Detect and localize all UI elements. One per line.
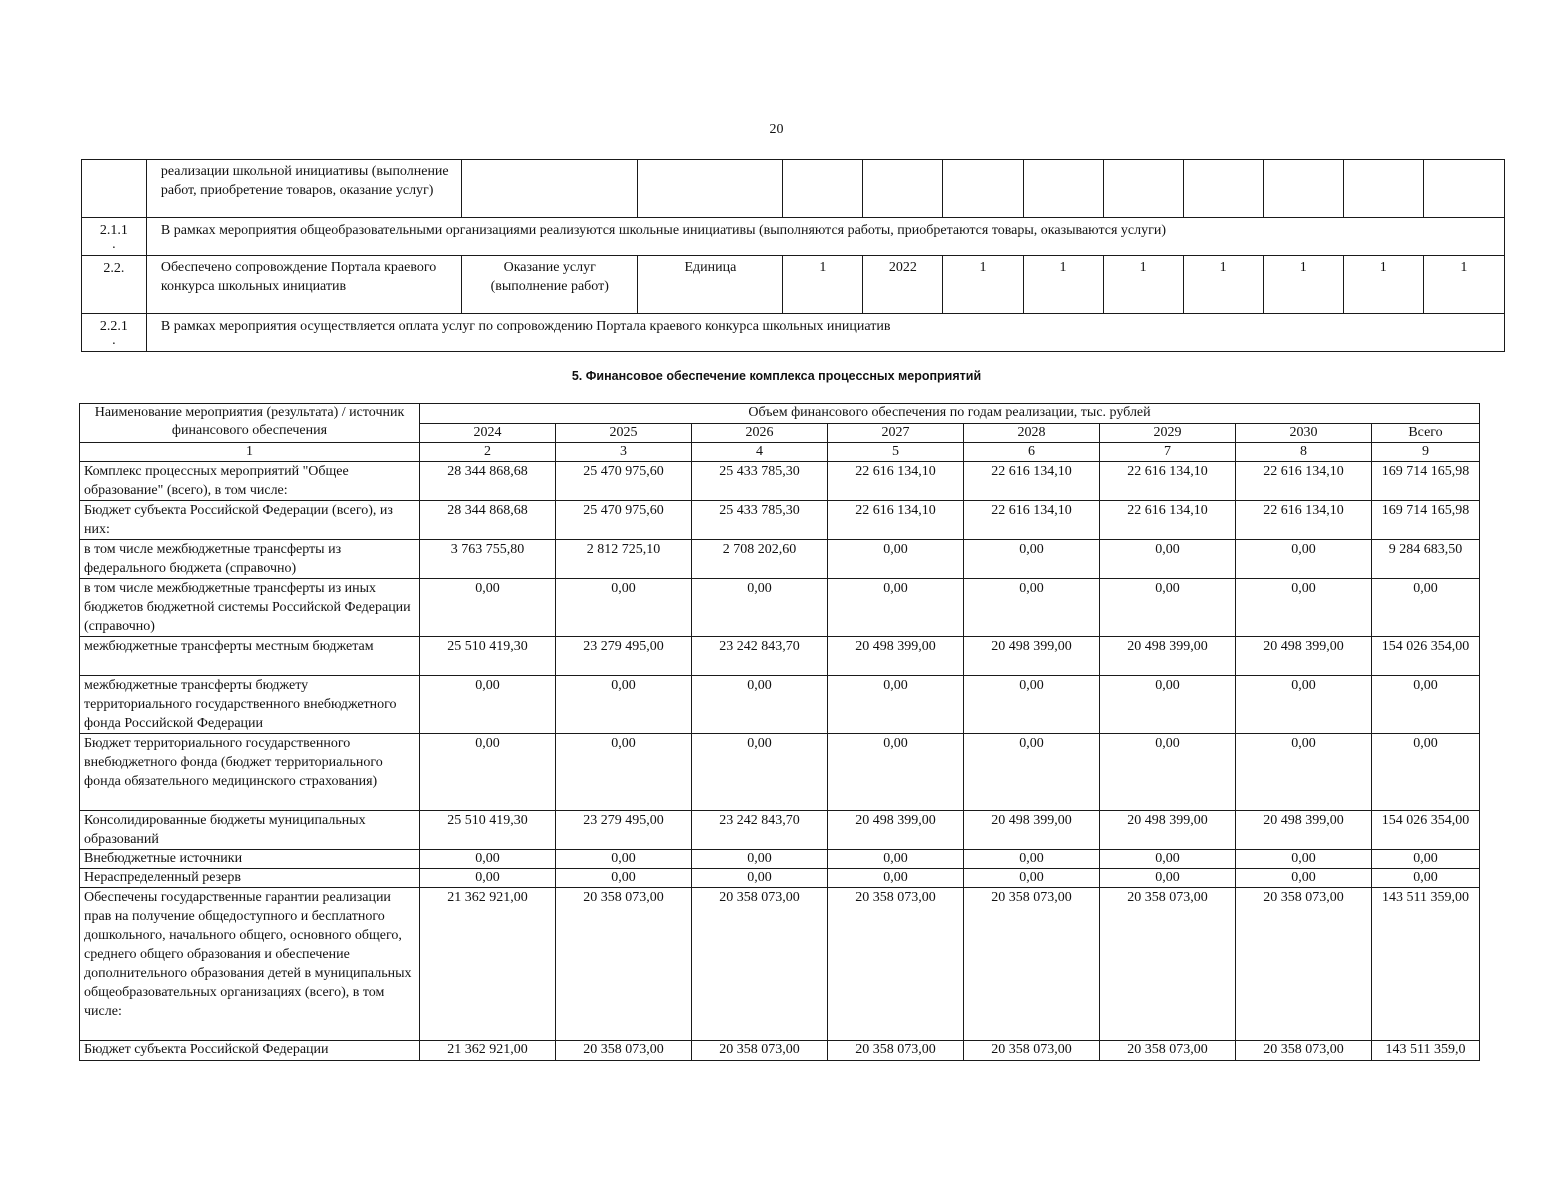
year-value: 0,00	[1100, 734, 1236, 811]
year-value: 0,00	[1236, 869, 1372, 888]
year-value: 0,00	[420, 850, 556, 869]
col-number: 9	[1372, 443, 1480, 462]
table-row	[80, 811, 1480, 850]
table-row	[80, 1041, 1480, 1061]
source-name: межбюджетные трансферты бюджету территориального государственного внебюджетного фонда Российской Федерации	[80, 676, 420, 734]
finance-table	[79, 403, 1480, 1061]
year-value: 0,00	[1236, 676, 1372, 734]
year-value: 1	[1263, 256, 1343, 314]
year-value: 20 358 073,00	[828, 1041, 964, 1061]
year-value: 0,00	[692, 676, 828, 734]
year-value: 0,00	[964, 734, 1100, 811]
table-row	[80, 540, 1480, 579]
year-value: 0,00	[692, 850, 828, 869]
row-description: В рамках мероприятия общеобразовательными организациями реализуются школьные инициативы (выполняются работы, приобретаются товары, оказываются услуги)	[146, 218, 1504, 256]
year-value: 21 362 921,00	[420, 888, 556, 1041]
year-value: 0,00	[964, 850, 1100, 869]
year-value: 0,00	[556, 869, 692, 888]
year-value: 20 358 073,00	[1236, 888, 1372, 1041]
year-value: 3 763 755,80	[420, 540, 556, 579]
year-value: 25 470 975,60	[556, 462, 692, 501]
year-value: 2 812 725,10	[556, 540, 692, 579]
header-year: 2025	[556, 424, 692, 443]
year-value: 0,00	[828, 869, 964, 888]
year-value: 0,00	[964, 540, 1100, 579]
year-value: 20 358 073,00	[1100, 888, 1236, 1041]
year-value: 22 616 134,10	[1236, 462, 1372, 501]
table-row	[82, 256, 1505, 314]
total-value: 143 511 359,0	[1372, 1041, 1480, 1061]
year-value: 2 708 202,60	[692, 540, 828, 579]
total-value: 0,00	[1372, 869, 1480, 888]
header-year: 2024	[420, 424, 556, 443]
year-value: 25 433 785,30	[692, 462, 828, 501]
year-value: 0,00	[828, 850, 964, 869]
year-value: 1	[1023, 256, 1103, 314]
year-value: 0,00	[828, 579, 964, 637]
year-value: 0,00	[556, 676, 692, 734]
year-value: 22 616 134,10	[828, 462, 964, 501]
year-value: 20 498 399,00	[828, 637, 964, 676]
year-value: 23 279 495,00	[556, 637, 692, 676]
header-row	[80, 404, 1480, 424]
year-value: 0,00	[1100, 869, 1236, 888]
year-value: 20 358 073,00	[556, 1041, 692, 1061]
base-value: 1	[783, 256, 863, 314]
header-year: 2026	[692, 424, 828, 443]
page-number: 20	[769, 122, 784, 137]
table-row	[82, 314, 1505, 352]
year-value: 25 433 785,30	[692, 501, 828, 540]
year-value: 1	[1103, 256, 1183, 314]
total-value: 0,00	[1372, 734, 1480, 811]
year-value: 20 498 399,00	[964, 811, 1100, 850]
year-value: 0,00	[964, 869, 1100, 888]
year-value: 20 358 073,00	[828, 888, 964, 1041]
source-name: Обеспечены государственные гарантии реализации прав на получение общедоступного и бесплатного дошкольного, начального общего, основного общего, среднего общего образования и обеспечение дополнительного образования детей в муниципальных общеобразовательных организациях (всего), в том числе:	[80, 888, 420, 1041]
table-row	[80, 676, 1480, 734]
year-value: 20 358 073,00	[1100, 1041, 1236, 1061]
header-year: 2029	[1100, 424, 1236, 443]
total-value: 143 511 359,00	[1372, 888, 1480, 1041]
total-value: 9 284 683,50	[1372, 540, 1480, 579]
year-value: 1	[943, 256, 1023, 314]
year-value: 0,00	[1100, 540, 1236, 579]
table-row	[80, 637, 1480, 676]
year-value: 20 498 399,00	[1236, 637, 1372, 676]
total-value: 154 026 354,00	[1372, 811, 1480, 850]
table-row	[80, 501, 1480, 540]
year-value: 0,00	[1100, 850, 1236, 869]
year-value: 0,00	[1100, 579, 1236, 637]
source-name: Бюджет субъекта Российской Федерации	[80, 1041, 420, 1061]
year-value: 0,00	[420, 676, 556, 734]
year-value: 22 616 134,10	[1100, 501, 1236, 540]
total-value: 154 026 354,00	[1372, 637, 1480, 676]
year-value: 20 358 073,00	[556, 888, 692, 1041]
year-value: 0,00	[1236, 579, 1372, 637]
year-value: 25 510 419,30	[420, 811, 556, 850]
year-value: 0,00	[420, 734, 556, 811]
col-number: 1	[80, 443, 420, 462]
col-number: 2	[420, 443, 556, 462]
header-year: 2030	[1236, 424, 1372, 443]
year-value: 0,00	[420, 579, 556, 637]
activity-unit: Единица	[638, 256, 783, 314]
column-numbers-row	[80, 443, 1480, 462]
table-row	[80, 734, 1480, 811]
year-value: 20 358 073,00	[964, 1041, 1100, 1061]
activities-table	[81, 159, 1505, 352]
table-row	[80, 462, 1480, 501]
year-value: 22 616 134,10	[964, 462, 1100, 501]
year-value: 0,00	[1236, 734, 1372, 811]
source-name: в том числе межбюджетные трансферты из федерального бюджета (справочно)	[80, 540, 420, 579]
year-value: 1	[1183, 256, 1263, 314]
year-value: 20 498 399,00	[1100, 637, 1236, 676]
year-value: 0,00	[692, 734, 828, 811]
continuation-row	[82, 160, 1505, 218]
total-value: 169 714 165,98	[1372, 501, 1480, 540]
year-value: 20 498 399,00	[828, 811, 964, 850]
table-row	[82, 218, 1505, 256]
source-name: Нераспределенный резерв	[80, 869, 420, 888]
year-value: 23 279 495,00	[556, 811, 692, 850]
table-row	[80, 579, 1480, 637]
header-total: Всего	[1372, 424, 1480, 443]
table-row	[80, 850, 1480, 869]
col-number: 3	[556, 443, 692, 462]
year-value: 0,00	[556, 734, 692, 811]
total-value: 0,00	[1372, 676, 1480, 734]
activity-name: Обеспечено сопровождение Портала краевого конкурса школьных инициатив	[146, 256, 461, 314]
year-value: 20 358 073,00	[692, 1041, 828, 1061]
row-number: 2.2.1 .	[82, 314, 147, 352]
row-number: 2.2.	[82, 256, 147, 314]
year-value: 23 242 843,70	[692, 811, 828, 850]
year-value: 0,00	[556, 579, 692, 637]
year-value: 20 358 073,00	[692, 888, 828, 1041]
year-value: 22 616 134,10	[828, 501, 964, 540]
year-value: 0,00	[420, 869, 556, 888]
year-value: 1	[1423, 256, 1504, 314]
year-value: 25 470 975,60	[556, 501, 692, 540]
year-value: 0,00	[828, 676, 964, 734]
year-value: 0,00	[828, 540, 964, 579]
year-value: 20 498 399,00	[964, 637, 1100, 676]
year-value: 20 358 073,00	[964, 888, 1100, 1041]
year-value: 25 510 419,30	[420, 637, 556, 676]
year-value: 0,00	[1236, 850, 1372, 869]
row-number: 2.1.1 .	[82, 218, 147, 256]
year-value: 0,00	[828, 734, 964, 811]
year-value: 0,00	[556, 850, 692, 869]
activity-type: Оказание услуг (выполнение работ)	[462, 256, 638, 314]
source-name: межбюджетные трансферты местным бюджетам	[80, 637, 420, 676]
total-value: 169 714 165,98	[1372, 462, 1480, 501]
col-number: 7	[1100, 443, 1236, 462]
year-value: 22 616 134,10	[1236, 501, 1372, 540]
header-year: 2028	[964, 424, 1100, 443]
cell-empty	[82, 160, 147, 218]
finance-body	[80, 462, 1480, 1061]
year-value: 20 358 073,00	[1236, 1041, 1372, 1061]
source-name: в том числе межбюджетные трансферты из иных бюджетов бюджетной системы Российской Федерации (справочно)	[80, 579, 420, 637]
table-row	[80, 888, 1480, 1041]
year-value: 0,00	[692, 579, 828, 637]
source-name: Консолидированные бюджеты муниципальных образований	[80, 811, 420, 850]
continuation-name: реализации школьной инициативы (выполнение работ, приобретение товаров, оказание услуг)	[146, 160, 461, 218]
year-value: 0,00	[964, 579, 1100, 637]
year-value: 0,00	[1100, 676, 1236, 734]
source-name: Внебюджетные источники	[80, 850, 420, 869]
total-value: 0,00	[1372, 579, 1480, 637]
year-value: 22 616 134,10	[1100, 462, 1236, 501]
source-name: Бюджет субъекта Российской Федерации (всего), из них:	[80, 501, 420, 540]
year-value: 0,00	[964, 676, 1100, 734]
col-number: 5	[828, 443, 964, 462]
year-value: 22 616 134,10	[964, 501, 1100, 540]
year-value: 1	[1343, 256, 1423, 314]
header-group: Объем финансового обеспечения по годам реализации, тыс. рублей	[420, 404, 1480, 424]
year-value: 20 498 399,00	[1236, 811, 1372, 850]
year-value: 21 362 921,00	[420, 1041, 556, 1061]
table-row	[80, 869, 1480, 888]
year-value: 28 344 868,68	[420, 501, 556, 540]
year-value: 20 498 399,00	[1100, 811, 1236, 850]
base-year: 2022	[863, 256, 943, 314]
year-value: 23 242 843,70	[692, 637, 828, 676]
header-name: Наименование мероприятия (результата) / источник финансового обеспечения	[80, 404, 420, 443]
year-value: 0,00	[1236, 540, 1372, 579]
source-name: Комплекс процессных мероприятий "Общее образование" (всего), в том числе:	[80, 462, 420, 501]
col-number: 4	[692, 443, 828, 462]
total-value: 0,00	[1372, 850, 1480, 869]
year-value: 0,00	[692, 869, 828, 888]
col-number: 6	[964, 443, 1100, 462]
source-name: Бюджет территориального государственного внебюджетного фонда (бюджет территориального фонда обязательного медицинского страхования)	[80, 734, 420, 811]
section-title: 5. Финансовое обеспечение комплекса процессных мероприятий	[571, 369, 982, 383]
year-value: 28 344 868,68	[420, 462, 556, 501]
header-year: 2027	[828, 424, 964, 443]
row-description: В рамках мероприятия осуществляется оплата услуг по сопровождению Портала краевого конкурса школьных инициатив	[146, 314, 1504, 352]
col-number: 8	[1236, 443, 1372, 462]
